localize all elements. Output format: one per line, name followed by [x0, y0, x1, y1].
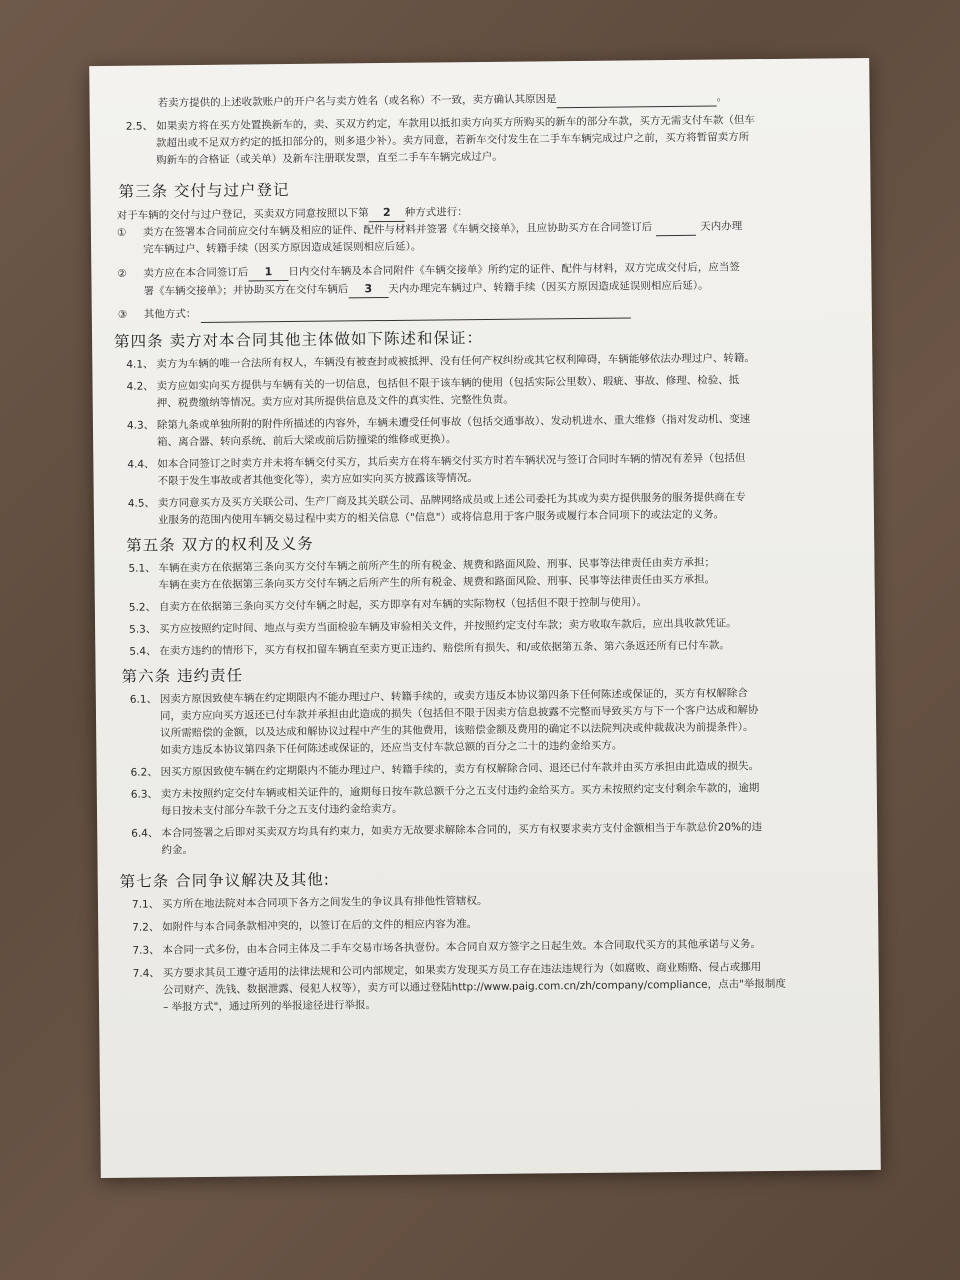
- clause-text: 如卖方违反本协议第四条下任何陈述或保证的，还应当支付车款总额的百分之二十的违约金给买方。: [160, 739, 623, 757]
- contract-page: [89, 58, 881, 1178]
- section-4-title: 第四条 卖方对本合同其他主体做如下陈述和保证：: [113, 329, 484, 351]
- clause-text: 约金。: [161, 844, 193, 857]
- clause-text: 自卖方在依据第三条向买方交付车辆之时起，买方即享有对车辆的实际物权（包括但不限于控制与使用）。: [158, 596, 648, 614]
- clause-number: 6.1、: [129, 693, 158, 706]
- clause-text: 本合同签署之后即对买卖双方均具有约束力，如卖方无故要求解除本合同的，买方有权要求卖方支付金额相当于车款总价20%的违: [161, 821, 763, 840]
- clause-text: 买方要求其员工遵守适用的法律法规和公司内部规定，如果卖方发现买方员工存在违法违规行为（如腐败、商业贿赂、侵占或挪用: [162, 961, 762, 980]
- clause-text: 卖方未按照约定交付车辆或相关证件的，逾期每日按车款总额千分之五支付违约金给买方。买方未按照约定支付剩余车款的，逾期: [160, 782, 760, 801]
- section-5-body: [116, 553, 853, 661]
- clause-number: 6.4、: [131, 827, 159, 840]
- s3-o2-b: 日内交付车辆及本合同附件《车辆交接单》所约定的证件、配件与材料，双方完成交付后，应当签: [288, 261, 740, 279]
- intro-line: 若卖方提供的上述收款账户的开户名与卖方姓名（或名称）不一致，卖方确认其原因是 。: [157, 91, 728, 110]
- s3-o2-days2-field[interactable]: 3: [348, 280, 388, 298]
- clause-text: 公司财产、洗钱、数据泄露、侵犯人权等），卖方可以通过登陆http://www.paig.com.cn/zh/company/compliance，点击"举报制度: [162, 977, 786, 997]
- clause-text: 买方所在地法院对本合同项下各方之间发生的争议具有排他性管辖权。: [161, 894, 488, 911]
- clause-text: 不限于发生事故或者其他变化等），卖方应如实向买方披露该等情况。: [157, 472, 478, 488]
- clause-text: 卖方同意买方及买方关联公司、生产厂商及其关联公司、品牌网络成员或上述公司委托为其或为卖方提供服务的服务提供商在专: [157, 491, 746, 510]
- clause-text: 箱、离合器、转向系统、前后大梁或前后防撞梁的维修或更换）。: [157, 433, 457, 449]
- clause-number: 5.4、: [129, 645, 157, 658]
- contract-content: [112, 88, 858, 1017]
- clause-text: 卖方为车辆的唯一合法所有权人，车辆没有被查封或被抵押、没有任何产权纠纷或其它权利障碍，车辆能够依法办理过户、转籍。: [156, 352, 755, 371]
- clause-number: 4.5、: [127, 497, 156, 510]
- clause-text: 如本合同签订之时卖方并未将车辆交付买方，其后卖方在将车辆交付买方时若车辆状况与签订合同时车辆的情况有差异（包括但: [157, 452, 746, 471]
- clause-number: 7.4、: [132, 967, 160, 980]
- clause-number: 7.3、: [132, 944, 160, 957]
- reason-blank[interactable]: [557, 94, 717, 109]
- clause-text: 每日按未支付部分车款千分之五支付违约金给卖方。: [160, 802, 403, 818]
- clause-number: 7.1、: [131, 898, 160, 911]
- clause-text: 在卖方违约的情形下，买方有权扣留车辆直至卖方更正违约、赔偿所有损失、和/或依据第五条、第六条返还所有已付车款。: [159, 639, 730, 658]
- s3-o1-b: 天内办理: [700, 220, 743, 233]
- clause-text: 车辆在卖方在依据第三条向买方交付车辆之后所产生的所有税金、规费和路面风险、刑事、民事等法律责任由买方承担。: [158, 573, 716, 592]
- s3-choice-field[interactable]: 2: [369, 204, 405, 222]
- clause-text: 议所需赔偿的金额，以及达成和解协议过程中产生的其他费用，该赔偿金额及费用的确定不以法院判决或仲裁裁决为前提条件）。: [160, 721, 754, 740]
- section-6-title: 第六条 违约责任: [121, 666, 244, 686]
- clause-text: 因买方原因致使车辆在约定期限内不能办理过户、转籍手续的，卖方有权解除合同、退还已付车款并由买方承担由此造成的损失。: [160, 760, 760, 779]
- clause-text: 如附件与本合同条款相冲突的，以签订在后的文件的相应内容为准。: [162, 918, 478, 934]
- clause-text: 押、税费缴纳等情况。卖方应对其所提供信息及文件的真实性、完整性负责。: [156, 393, 514, 410]
- clause-number: 4.2、: [126, 380, 154, 393]
- clause-2-5-l3: 购新车的合格证（或关单）及新车注册联发票，直至二手车车辆完成过户。: [156, 150, 503, 167]
- s3-intro-a: 对于车辆的交付与过户登记，买卖双方同意按照以下第: [116, 207, 369, 222]
- section-5-title: 第五条 双方的权利及义务: [126, 534, 314, 555]
- s3-o1-mark: ①: [116, 226, 127, 239]
- clause-text: 买方应按照约定时间、地点与卖方当面检验车辆及审验相关文件，并按照约定支付车款；卖方收取车款后，应出具收款凭证。: [159, 617, 737, 636]
- clause-text: 业服务的范围内使用车辆交易过程中卖方的相关信息（"信息"）或将信息用于客户服务或履行本合同项下的或法定的义务。: [157, 508, 725, 527]
- s3-other-method-blank[interactable]: [200, 305, 630, 323]
- s3-o2-days1-field[interactable]: 1: [248, 263, 288, 281]
- s3-o3-label: 其他方式：: [143, 308, 197, 321]
- section-4-body: [114, 349, 852, 530]
- intro-text: 若卖方提供的上述收款账户的开户名与卖方姓名（或名称）不一致，卖方确认其原因是: [157, 93, 557, 110]
- clause-text: 本合同一式多份，由本合同主体及二手车交易市场各执壹份。本合同自双方签字之日起生效。本合同取代买方的其他承诺与义务。: [162, 938, 761, 957]
- clause-number: 5.3、: [129, 623, 157, 636]
- s3-o1-a: 卖方在签署本合同前应交付车辆及相应的证件、配件与材料并签署《车辆交接单》，且应协助买方在合同签订后: [142, 221, 653, 239]
- clause-text: 车辆在卖方在依据第三条向买方交付车辆之前所产生的所有税金、规费和路面风险、刑事、民事等法律责任由卖方承担；: [158, 556, 715, 575]
- section-7-body: [120, 889, 857, 1017]
- s3-o3-mark: ③: [117, 308, 128, 321]
- section-3-title: 第三条 交付与过户登记: [118, 181, 290, 201]
- s3-o2-d: 天内办理完车辆过户、转籍手续（因买方原因造成延误则相应后延）。: [388, 279, 709, 295]
- clause-number: 7.2、: [132, 921, 160, 934]
- s3-o2-c: 署《车辆交接单》；并协助买方在交付车辆后: [143, 283, 349, 298]
- clause-number: 5.2、: [128, 601, 157, 614]
- clause-text: 除第九条或单独所附的附件所描述的内容外，车辆未遭受任何事故（包括交通事故）、发动机进水、重大维修（指对发动机、变速: [156, 413, 751, 432]
- s3-intro-b: 种方式进行：: [404, 206, 468, 219]
- clause-number: 4.3、: [126, 419, 155, 432]
- clause-text: 同，卖方应向买方返还已付车款并承担由此造成的损失（包括但不限于因卖方信息披露不完整而导致买方与下一个客户达成和解协: [159, 704, 759, 723]
- clause-text: 卖方应如实向买方提供与车辆有关的一切信息，包括但不限于该车辆的使用（包括实际公里数）、瑕疵、事故、修理、检验、抵: [156, 374, 740, 393]
- clause-number: 6.3、: [130, 788, 159, 801]
- s3-o1-days-blank[interactable]: [656, 223, 696, 236]
- clause-number: 6.2、: [130, 766, 158, 779]
- clause-text: – 举报方式"，通过所列的举报途径进行举报。: [162, 999, 377, 1014]
- section-6-body: [118, 684, 856, 860]
- clause-number: 5.1、: [128, 562, 156, 575]
- s3-o2-mark: ②: [117, 267, 127, 280]
- s3-o2-a: 卖方应在本合同签订后: [143, 266, 249, 280]
- s3-o1-c: 完车辆过户、转籍手续（因买方原因造成延误则相应后延）。: [143, 240, 422, 256]
- clause-number: 4.1、: [126, 358, 154, 371]
- clause-number: 4.4、: [127, 458, 155, 471]
- clause-2-5-l1: 2.5、 如果卖方将在买方处置换新车的，卖、买双方约定，车款用以抵扣卖方向买方所购买的新车的部分车款，买方无需支付车款（但车: [125, 114, 755, 133]
- section-7-title: 第七条 合同争议解决及其他:: [119, 870, 330, 891]
- clause-2-5-l2: 款超出或不足双方约定的抵扣部分的，则多退少补）。卖方同意，若新车交付发生在二手车车辆完成过户之前，买方将暂留卖方所: [155, 131, 750, 150]
- clause-text: 因卖方原因致使车辆在约定期限内不能办理过户、转籍手续的，或卖方违反本协议第四条下任何陈述或保证的，买方有权解除合: [159, 687, 748, 706]
